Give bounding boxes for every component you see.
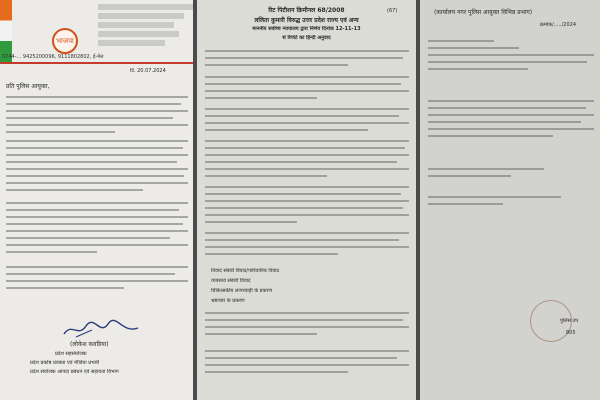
- judgment-title-line-2: ललिता कुमारी विरुद्ध उत्तर प्रदेश राज्य एवं अन्य: [254, 17, 359, 24]
- party-flag-icon: [0, 0, 12, 62]
- category-list-item-1: विवाद संबंधी विवाद/पारिवारिक विवाद: [211, 268, 280, 274]
- judgment-point-8: [205, 350, 409, 378]
- letterhead-divider: [0, 62, 193, 64]
- letter-body-paragraph-4: [6, 266, 188, 294]
- office-letter-paragraph-2: [428, 100, 594, 142]
- judgment-point-5: [205, 186, 409, 228]
- document-page-1: [0, 0, 193, 400]
- office-letter-paragraph-1: [428, 40, 594, 75]
- office-header: (कार्यालय नगर पुलिस आयुक्त विभिन्न प्रभाग): [434, 9, 533, 16]
- letter-body-paragraph-1: [6, 96, 188, 138]
- reference-number: क्रमांक/...../2024: [540, 22, 577, 28]
- judgment-point-1: [205, 50, 409, 71]
- signatory-designation-3: प्रदेश संयोजक आपदा प्रबंधन एवं सहायता विभाग: [30, 369, 119, 375]
- signature-scribble: [62, 318, 142, 340]
- letter-body-paragraph-2: [6, 140, 188, 196]
- document-page-2: [197, 0, 416, 400]
- letterhead-text-block: [98, 4, 193, 49]
- category-list-item-3: चिकित्सकीय लापरवाही के प्रकरण: [211, 288, 272, 294]
- judgment-title-line-1: रिट पिटीशन क्रिमीनल 68/2008: [268, 7, 345, 14]
- party-seal-icon: भाजपा: [52, 28, 78, 54]
- category-list-item-4: भ्रष्टाचार के प्रकरण: [211, 298, 245, 304]
- judgment-title-line-3: माननीय सर्वोच्च न्यायालय द्वारा निर्णय दिनांक 12-11-13: [252, 26, 361, 32]
- judgment-point-6: [205, 232, 409, 260]
- signatory-name: (लोकेश कवडिया): [70, 341, 109, 348]
- contact-line: 0744-... 9425200096, 9111802802, ई-मेल: [2, 54, 104, 60]
- page-number: (67): [387, 8, 398, 14]
- signatory-title: पुलिस उप: [560, 318, 579, 324]
- signatory-designation-1: प्रदेश सहसंयोजक: [55, 351, 87, 357]
- judgment-point-4: [205, 140, 409, 182]
- letter-body-paragraph-3: [6, 202, 188, 258]
- addressee: प्रति पुलिस आयुक्त,: [6, 83, 50, 90]
- judgment-point-3: [205, 108, 409, 136]
- office-letter-paragraph-3: [428, 168, 594, 182]
- judgment-point-2: [205, 76, 409, 104]
- category-list-item-2: व्यवसाय संबंधी विवाद: [211, 278, 251, 284]
- office-letter-paragraph-4: [428, 196, 594, 210]
- signatory-designation-2: प्रदेश प्रकोष्ठ प्रवक्ता एवं मीडिया प्रभारी: [30, 360, 100, 366]
- document-page-3: [420, 0, 600, 400]
- judgment-title-line-4: से रिपोर्ट का हिन्दी अनुवाद: [282, 35, 331, 41]
- letterhead: [0, 0, 193, 66]
- signatory-code: 805: [566, 330, 576, 336]
- letter-date: दि. 20.07.2024: [130, 68, 166, 74]
- judgment-point-7: [205, 312, 409, 340]
